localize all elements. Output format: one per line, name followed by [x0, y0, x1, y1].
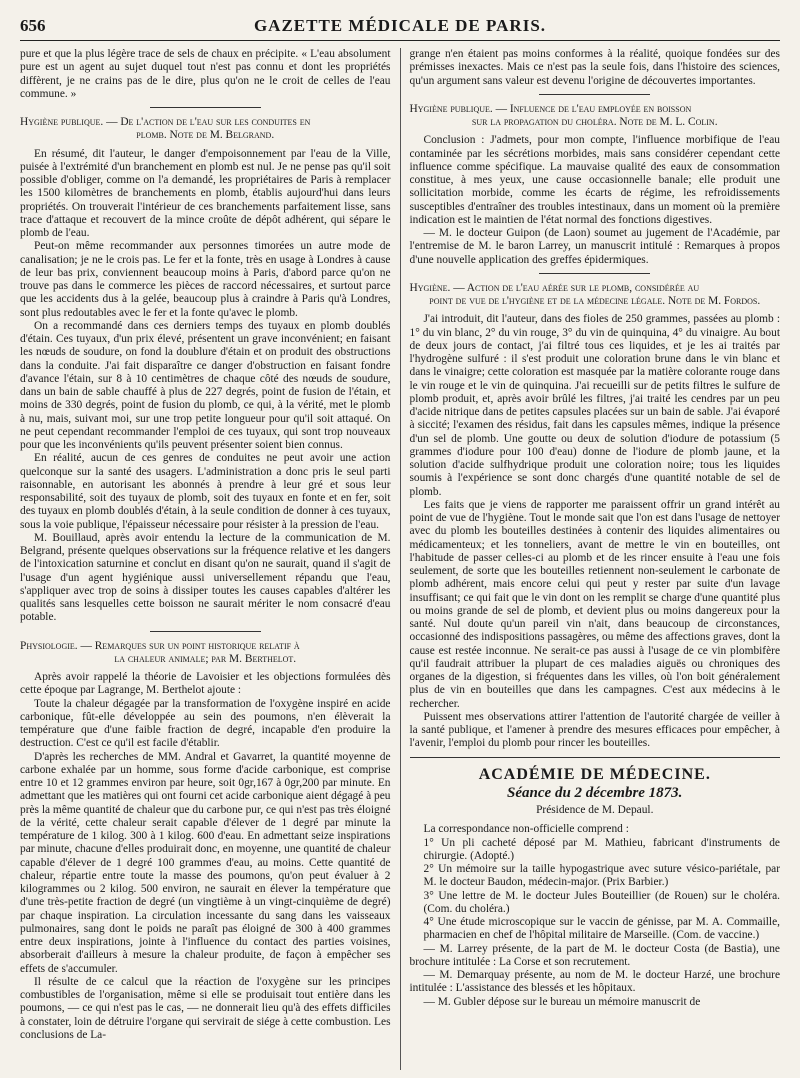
paragraph: Après avoir rappelé la théorie de Lavoisier et les objections formulées dès cette époque par Lagrange, M. Berthelot ajoute :	[20, 671, 391, 697]
journal-title: GAZETTE MÉDICALE DE PARIS.	[253, 16, 547, 35]
divider	[539, 273, 650, 274]
divider	[150, 631, 261, 632]
left-column	[20, 48, 400, 1070]
section-subtitle: la chaleur animale; par M. Berthelot.	[114, 652, 297, 665]
academy-title: ACADÉMIE DE MÉDECINE.	[478, 765, 711, 783]
section-title: Hygiène publique. — Influence de l'eau employée en boisson	[409, 102, 692, 115]
divider	[539, 94, 650, 95]
section-subtitle: point de vue de l'hygiène et de la médecine légale. Note de M. Fordos.	[429, 295, 761, 307]
list-item: 4° Une étude microscopique sur le vaccin de génisse, par M. A. Commaille, pharmacien en chef de l'hôpital militaire de Marseille. (Com. de vaccine.)	[423, 916, 780, 942]
divider	[410, 757, 781, 758]
list-item: 2° Un mémoire sur la taille hypogastrique avec suture vésico-pariétale, par M. le docteur Baudon, médecin-major. (Prix Barbier.)	[423, 863, 780, 889]
text-columns	[20, 48, 780, 1070]
paragraph: En réalité, aucun de ces genres de conduites ne peut avoir une action quelconque sur la santé des usagers. L'administration a donc pris le seul parti raisonnable, en autorisant les abonnés à prendre à leur gré et sous leur responsabilité, soit des tuyaux de plomb, soit des tuyaux en fonte et en fer, soit des tuyaux en plomb doublés d'étain, à la seule condition de donner à ces tuyaux, sous la voie publique, l'épaisseur nécessaire pour résister à la pression de l'eau.	[20, 452, 391, 531]
paragraph: Il résulte de ce calcul que la réaction de l'oxygène sur les principes combustibles de l'organisation, même si elle se produisait tout entière dans les poumons, — ce qui n'est pas le cas, — ne donnerait lieu qu'à des effets difficiles à constater, loin de détruire l'organe qui servirait de siége à cette combustion. Les conclusions de La-	[20, 975, 391, 1041]
session-title: Séance du 2 décembre 1873.	[507, 784, 683, 801]
divider	[150, 107, 261, 108]
paragraph: Les faits que je viens de rapporter me paraissent offrir un grand intérêt au point de vue de l'hygiène. Tout le monde sait que l'on est dans l'usage de nettoyer avec du plomb les bouteilles destinées à contenir des liquides alimentaires ou médicamenteux; et les tonneliers, avant de mettre le vin en bouteilles, ont l'habitude de passer celles-ci au plomb et de les rincer ensuite à l'eau une fois seulement, de sorte que les bouteilles retiennent non-seulement le carbonate de plomb adhérent, mais encore celui qui peut y rester par suite d'un lavage insuffisant; ce qui fait que le vin dont on les remplit se charge d'une quantité plus ou moins grande de sel de plomb, et devient plus ou moins dangereux pour la santé. Nul doute qu'un pareil vin n'ait, dans beaucoup de circonstances, occasionné des indispositions passagères, ou même des affections graves, dont la cause est restée inconnue. Ne serait-ce pas aussi à l'usage de ce vin plombifère qu'il faudrait attribuer la plupart de ces maladies aiguës ou chroniques des organes de la digestion, si fréquentes dans les villes, où l'on boit généralement plus de vin en bouteilles que dans les campagnes. C'est aux médecins à le rechercher.	[409, 498, 780, 710]
presidence-line: Présidence de M. Depaul.	[536, 804, 654, 816]
section-title: Hygiène publique. — De l'action de l'eau sur les conduites en	[20, 116, 311, 128]
paragraph: On a recommandé dans ces derniers temps des tuyaux en plomb doublés d'étain. Ces tuyaux, d'un prix élevé, présentent un grave inconvénient; en faisant les nœuds de soudure, on fond la doublure d'étain et on produit des obstructions dans la conduite. J'ai fait disparaître ce danger d'obstruction en faisant fondre d'avance l'étain, sur 8 à 10 centimètres de chaque côté des nœuds de soudure, dans un bain de sable chauffé à plus de 227 degrés, point de fusion de l'étain, et moins de 330 degrés, point de fusion du plomb, ce qui, à la vérité, met le plomb à nu, mais, suivant moi, sur une trop petite longueur pour qu'il soit attaqué. On ne peut cependant recommander l'emploi de ces tuyaux, qui sont trop nouveaux pour que les inconvénients qu'ils peuvent présenter soient bien connus.	[20, 319, 391, 451]
paragraph: Peut-on même recommander aux personnes timorées un autre mode de canalisation; je ne le crois pas. Le fer et la fonte, très en usage à Londres à cause de leur bas prix, conviennent beaucoup moins à Paris, d'abord parce qu'on ne trouve pas dans le commerce les pièces de raccord nécessaires, et surtout parce que les accidents dus à la gelée, beaucoup plus à craindre à Paris qu'à Londres, sont plus redoutables avec le fer et la fonte qu'avec le plomb.	[20, 240, 391, 319]
section-title: Hygiène. — Action de l'eau aérée sur le plomb, considérée au	[409, 281, 700, 294]
section-heading-berthelot	[20, 640, 391, 667]
paragraph: Conclusion : J'admets, pour mon compte, l'influence morbifique de l'eau contaminée par les sécrétions morbides, mais sans considérer cependant cette influence comme spécifique. La mauvaise qualité des eaux de consommation constitue, à mes yeux, une cause occasionnelle banale; elle produit une sollicitation morbide, comme les écarts de régime, les refroidissements susceptibles d'entraîner des troubles intestinaux, dans un moment où la première indication est le maintien de l'état normal des fonctions digestives.	[409, 134, 780, 226]
page-number: 656	[20, 16, 46, 35]
continued-paragraph: pure et que la plus légère trace de sels de chaux en précipite. « L'eau absolument pure est un agent au sujet duquel tout n'est pas connu et dont les propriétés diffèrent, je ne crains pas de le dire, plus qu'on ne le croit de celles de l'eau commune. »	[20, 48, 391, 100]
list-item: 1° Un pli cacheté déposé par M. Mathieu, fabricant d'instruments de chirurgie. (Adopté.)	[423, 836, 780, 862]
paragraph: — M. le docteur Guipon (de Laon) soumet au jugement de l'Académie, par l'entremise de M. le baron Larrey, un manuscrit intitulé : Remarques à propos d'une nouvelle application des greffes épidermiques.	[409, 227, 780, 266]
paragraph: — M. Demarquay présente, au nom de M. le docteur Harzé, une brochure intitulée : L'assistance des blessés et les hôpitaux.	[409, 969, 780, 995]
paragraph: J'ai introduit, dit l'auteur, dans des fioles de 250 grammes, passées au plomb : 1° du vin blanc, 2° du vin rouge, 3° du vin de quinquina, 4° du vinaigre. Au bout de deux jours de contact, j'ai filtré tous ces liquides, et je les ai traités par l'hydrogène sulfuré : il s'est produit une coloration brune dans le vin blanc et dans le vinaigre; cette coloration est masquée par la matière colorante rouge dans le vin rouge et le vin de quinquina. J'ai recueilli sur de petits filtres le sulfure de plomb produit, et, après avoir brûlé les filtres, j'ai traité les cendres par un peu d'acide nitrique dans de petites capsules placées sur un bain de sable. J'ai évaporé à siccité; l'examen des résidus, fait dans les capsules mêmes, indique la présence d'un sel de plomb. Une goutte ou deux de solution d'iodure de potassium (5 grammes d'iodure pour 100 d'eau) donne de l'iodure de plomb jaune, et la solution d'acide sulfhydrique produit une coloration noire; tous les liquides soumis à l'expérience se sont donc chargés d'une quantité notable de sel de plomb.	[409, 313, 780, 498]
section-title: Physiologie. — Remarques sur un point historique relatif à	[20, 639, 300, 652]
paragraph: Puissent mes observations attirer l'attention de l'autorité chargée de veiller à la santé publique, et l'amener à prendre des mesures efficaces pour empêcher, à l'avenir, l'emploi du plomb pour rincer les bouteilles.	[409, 710, 780, 750]
paragraph: D'après les recherches de MM. Andral et Gavarret, la quantité moyenne de carbone exhalée par un homme, sous forme d'acide carbonique, est comprise entre 10 et 12 grammes environ par heure, soit 0gr,167 à 0gr,200 par minute. En admettant que les matières qui ont fourni cet acide carbonique aient dégagé à peu près la même quantité de chaleur que du carbone pur, ce qui n'est pas très éloigné de la vérité, cette chaleur serait capable d'élever de 1 degré par minute la température de 1 kilog. 300 à 1 kilog. 600 d'eau. En admettant seize inspirations par minute, chacune d'elles produirait donc, en moyenne, une quantité de chaleur capable d'élever de 1 degré 100 grammes d'eau, au moins. Cette quantité de chaleur, répartie entre toute la masse des poumons, qu'on peut évaluer à 2 kilogrammes ou 2 kilog. 500 environ, ne saurait en élever la température que d'une très-petite fraction de degré (un vingtième à un vingt-cinquième de degré) par chaque inspiration. La circulation incessante du sang dans les vaisseaux pulmonaires, sang dont le poids ne paraît pas éloigné de 300 à 400 grammes entre deux inspirations, jointe à l'influence du contact des parties voisines, absorberait d'ailleurs à mesure la chaleur produite, de façon à empêcher ses effets de s'accumuler.	[20, 750, 391, 975]
correspondence-list	[410, 837, 781, 943]
correspondence-intro: La correspondance non-officielle comprend :	[423, 823, 629, 836]
continued-paragraph: grange n'en étaient pas moins conformes à la réalité, quoique fondées sur des prémisses inexactes. Mais ce n'est pas la seule fois, dans l'histoire des sciences, qu'un argument sans valeur est devenu l'origine de découvertes importantes.	[409, 48, 780, 87]
paragraph: — M. Larrey présente, de la part de M. le docteur Costa (de Bastia), une brochure intitulée : La Corse et son recrutement.	[409, 942, 780, 968]
paragraph: En résumé, dit l'auteur, le danger d'empoisonnement par l'eau de la Ville, puisée à l'extrémité d'un branchement en plomb est nul. Je ne pense pas qu'il soit possible d'obliger, comme on l'a demandé, les propriétaires de Paris à remplacer les 1500 kilomètres de branchements en plomb, établis aujourd'hui dans leurs propriétés. On trouverait l'intérieur de ces branchements parfaitement lisse, sans trace d'attaque et recouvert de la mince croûte de dépôt adhérent, qui sépare le plomb de l'eau.	[20, 147, 391, 239]
paragraph: M. Bouillaud, après avoir entendu la lecture de la communication de M. Belgrand, présente quelques observations sur la fréquence relative et les dangers de l'intoxication saturnine et conclut en disant qu'on ne saurait, quand il s'agit de l'usage d'un agent hygiénique aussi universellement répandu que l'eau, s'appliquer avec trop de soins à dissiper toutes les causes capables d'altérer les qualités sans lesquelles cette boisson ne saurait mériter le nom consacré d'eau potable.	[20, 531, 391, 624]
section-subtitle: sur la propagation du choléra. Note de M. L. Colin.	[471, 116, 718, 128]
section-heading-fordos	[410, 282, 781, 309]
section-heading-belgrand	[20, 116, 391, 143]
running-header	[20, 12, 780, 41]
paragraph: — M. Gubler dépose sur le bureau un mémoire manuscrit de	[423, 995, 701, 1008]
paragraph: Toute la chaleur dégagée par la transformation de l'oxygène inspiré en acide carbonique, fût-elle développée au sein des poumons, n'en élèverait la température que d'une faible fraction de degré, incapable d'en produire la destruction. C'est ce qu'il est facile d'établir.	[20, 697, 391, 750]
right-column	[400, 48, 781, 1070]
list-item: 3° Une lettre de M. le docteur Jules Bouteillier (de Rouen) sur le choléra. (Com. du choléra.)	[423, 889, 780, 915]
section-heading-colin	[410, 103, 781, 130]
section-subtitle: plomb. Note de M. Belgrand.	[136, 129, 275, 142]
